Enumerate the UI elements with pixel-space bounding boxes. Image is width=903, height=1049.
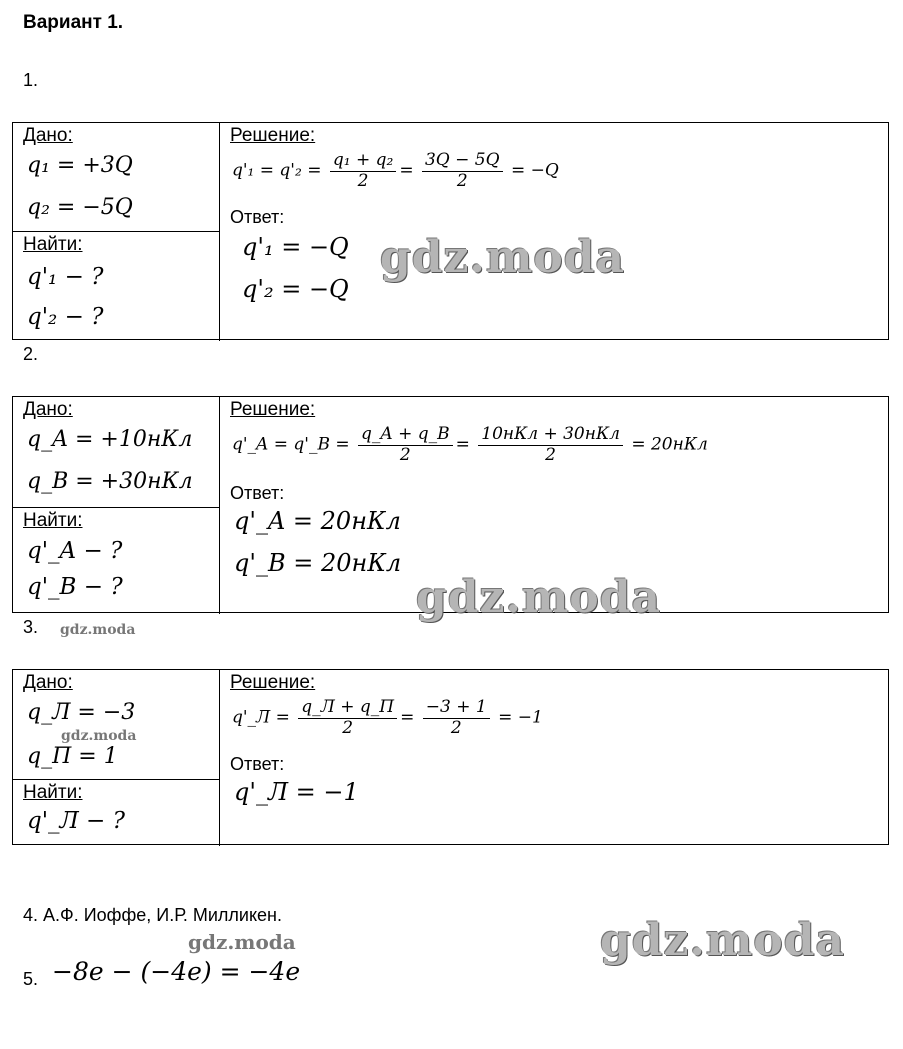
find-cell (13, 231, 220, 341)
given-label: Дано: (23, 672, 73, 693)
solution-formula: q'₁ = q'₂ = $\frac{\text{q₁ + q₂}}{2}$ = $\frac{3Q - 5Q}{2}$ = −Q (232, 150, 559, 191)
given-label: Дано: (23, 399, 73, 420)
problem-3-number: 3. (23, 617, 39, 637)
answer-item-4: 4. А.Ф. Иоффе, И.Р. Милликен. (23, 905, 282, 925)
solution-cell (230, 670, 888, 846)
answer-label: Ответ: (230, 754, 285, 774)
answer-line: q'₂ = −Q (242, 275, 349, 303)
find-line: q'₁ − ? (27, 264, 104, 290)
watermark: gdz.moda (380, 232, 626, 283)
watermark: gdz.moda (600, 915, 846, 966)
find-line: q'₂ − ? (27, 304, 104, 330)
given-line: q₂ = −5Q (27, 195, 133, 220)
page-title: Вариант 1. (23, 12, 124, 33)
solution-label: Решение: (230, 672, 316, 693)
problem-2-number: 2. (23, 344, 39, 364)
watermark: gdz.moda (61, 728, 137, 744)
find-line: q'_Л − ? (27, 808, 125, 834)
answer-label: Ответ: (230, 207, 285, 227)
solution-label: Решение: (230, 399, 316, 420)
problem-3-table (12, 669, 889, 845)
given-line: q_A = +10нКл (27, 427, 193, 452)
find-cell (13, 507, 220, 614)
given-label: Дано: (23, 125, 73, 146)
find-cell (13, 779, 220, 846)
solution-formula: q'_A = q'_B = $\frac{q\_A + q\_B}{2}$ = $\frac{\text{10нКл + 30нКл}}{2}$ = 20нКл (232, 424, 708, 465)
find-line: q'_A − ? (27, 538, 123, 564)
given-line: q_Л = −3 (27, 700, 136, 725)
answer-line: q'_Л = −1 (234, 778, 359, 806)
watermark: gdz.moda (188, 930, 296, 954)
item-5-formula: −8e − (−4e) = −4e (52, 957, 301, 986)
find-label: Найти: (23, 782, 83, 803)
problem-1-table (12, 122, 889, 340)
find-line: q'_B − ? (27, 574, 123, 600)
given-cell (13, 670, 220, 779)
solution-formula: q'_Л = $\frac{q\_Л + q\_П}{2}$ = $\frac{-3 + 1}{2}$ = −1 (232, 697, 543, 738)
item-5-number: 5. (23, 969, 39, 989)
watermark: gdz.moda (416, 572, 662, 623)
given-cell (13, 397, 220, 507)
answer-line: q'₁ = −Q (242, 233, 349, 261)
given-line: q_П = 1 (27, 744, 118, 769)
given-cell (13, 123, 220, 231)
answer-line: q'_A = 20нКл (234, 507, 401, 535)
find-label: Найти: (23, 234, 83, 255)
given-line: q_B = +30нКл (27, 469, 193, 494)
find-label: Найти: (23, 510, 83, 531)
answer-line: q'_B = 20нКл (234, 549, 402, 577)
problem-1-number: 1. (23, 70, 39, 90)
given-line: q₁ = +3Q (27, 153, 133, 178)
answer-label: Ответ: (230, 483, 285, 503)
watermark: gdz.moda (60, 622, 136, 638)
solution-label: Решение: (230, 125, 316, 146)
